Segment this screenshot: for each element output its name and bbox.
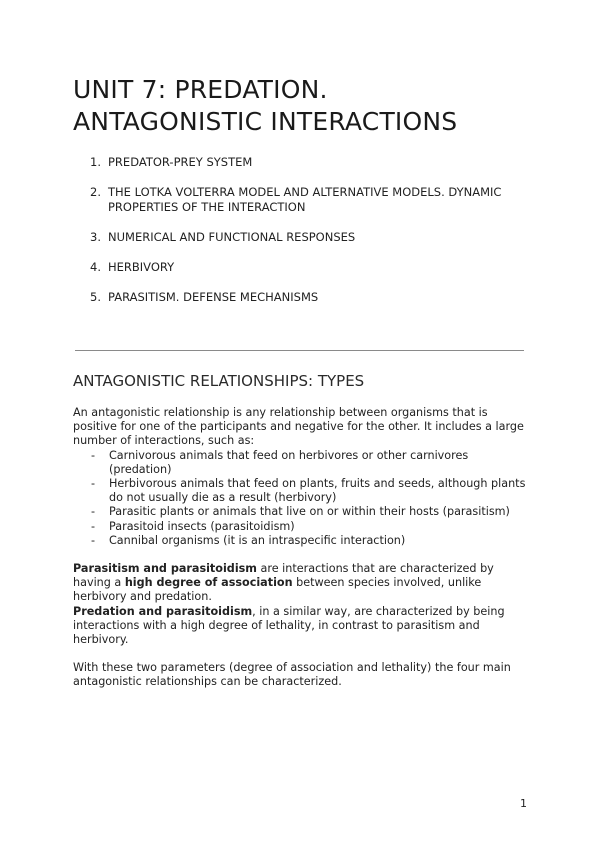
bullet-dash: -	[91, 505, 96, 519]
bullet-dash: -	[91, 519, 96, 533]
paragraph-text: , in a similar way, are characterized by being interactions with a high degree of lethality, in contrast to parasitism and herbivory.	[73, 604, 505, 647]
title-line-2: ANTAGONISTIC INTERACTIONS	[73, 107, 458, 136]
summary-paragraph: With these two parameters (degree of association and lethality) the four main antagonistic relationships can be characterized.	[73, 661, 511, 689]
list-item-text: Parasitic plants or animals that live on or within their hosts (parasitism)	[109, 505, 510, 519]
section-divider	[75, 350, 524, 351]
toc-number: 1.	[90, 155, 101, 169]
interaction-list	[73, 449, 533, 548]
toc-number: 2.	[90, 185, 101, 199]
list-item-text: Parasitoid insects (parasitoidism)	[109, 519, 295, 533]
toc-number: 3.	[90, 230, 101, 244]
toc-text: PARASITISM. DEFENSE MECHANISMS	[108, 290, 319, 304]
toc-item	[90, 260, 508, 275]
list-item-text: Herbivorous animals that feed on plants, fruits and seeds, although plants do not usually die as a result (herbivory)	[109, 477, 526, 505]
list-item	[73, 505, 533, 519]
lethality-paragraph	[73, 605, 533, 648]
bullet-dash: -	[91, 533, 96, 547]
association-paragraph	[73, 562, 533, 605]
page-number: 1	[520, 797, 527, 810]
toc-text: PREDATOR-PREY SYSTEM	[108, 155, 253, 169]
list-item	[73, 534, 533, 548]
list-item	[73, 520, 533, 534]
toc-number: 4.	[90, 260, 101, 274]
page-title	[73, 74, 457, 138]
list-item	[73, 477, 533, 505]
toc-text: NUMERICAL AND FUNCTIONAL RESPONSES	[108, 230, 356, 244]
spacer	[73, 647, 533, 661]
toc-text: THE LOTKA VOLTERRA MODEL AND ALTERNATIVE MODELS. DYNAMIC PROPERTIES OF THE INTERACTION	[108, 185, 502, 214]
bullet-dash: -	[91, 477, 96, 491]
list-item	[73, 449, 533, 477]
intro-paragraph: An antagonistic relationship is any relationship between organisms that is positive for one of the participants and negative for the other. It includes a large number of interactions, such as:	[73, 406, 524, 448]
paragraph-text: are interactions that are characterized by having a	[73, 562, 494, 590]
body-text	[73, 406, 533, 690]
bullet-dash: -	[91, 448, 96, 462]
toc-item	[90, 155, 508, 170]
paragraph-text: between species involved, unlike herbivory and predation.	[73, 576, 482, 604]
spacer	[73, 548, 533, 562]
bold-term: Predation and parasitoidism	[73, 604, 253, 618]
table-of-contents	[90, 155, 508, 320]
toc-item	[90, 290, 508, 305]
bold-term: Parasitism and parasitoidism	[73, 562, 257, 576]
toc-text: HERBIVORY	[108, 260, 175, 274]
list-item-text: Carnivorous animals that feed on herbivores or other carnivores (predation)	[109, 448, 469, 476]
toc-item	[90, 185, 508, 215]
list-item-text: Cannibal organisms (it is an intraspecific interaction)	[109, 533, 406, 547]
title-line-1: UNIT 7: PREDATION.	[73, 75, 328, 104]
toc-number: 5.	[90, 290, 101, 304]
section-heading: ANTAGONISTIC RELATIONSHIPS: TYPES	[73, 372, 365, 390]
bold-term: high degree of association	[124, 576, 293, 590]
toc-item	[90, 230, 508, 245]
